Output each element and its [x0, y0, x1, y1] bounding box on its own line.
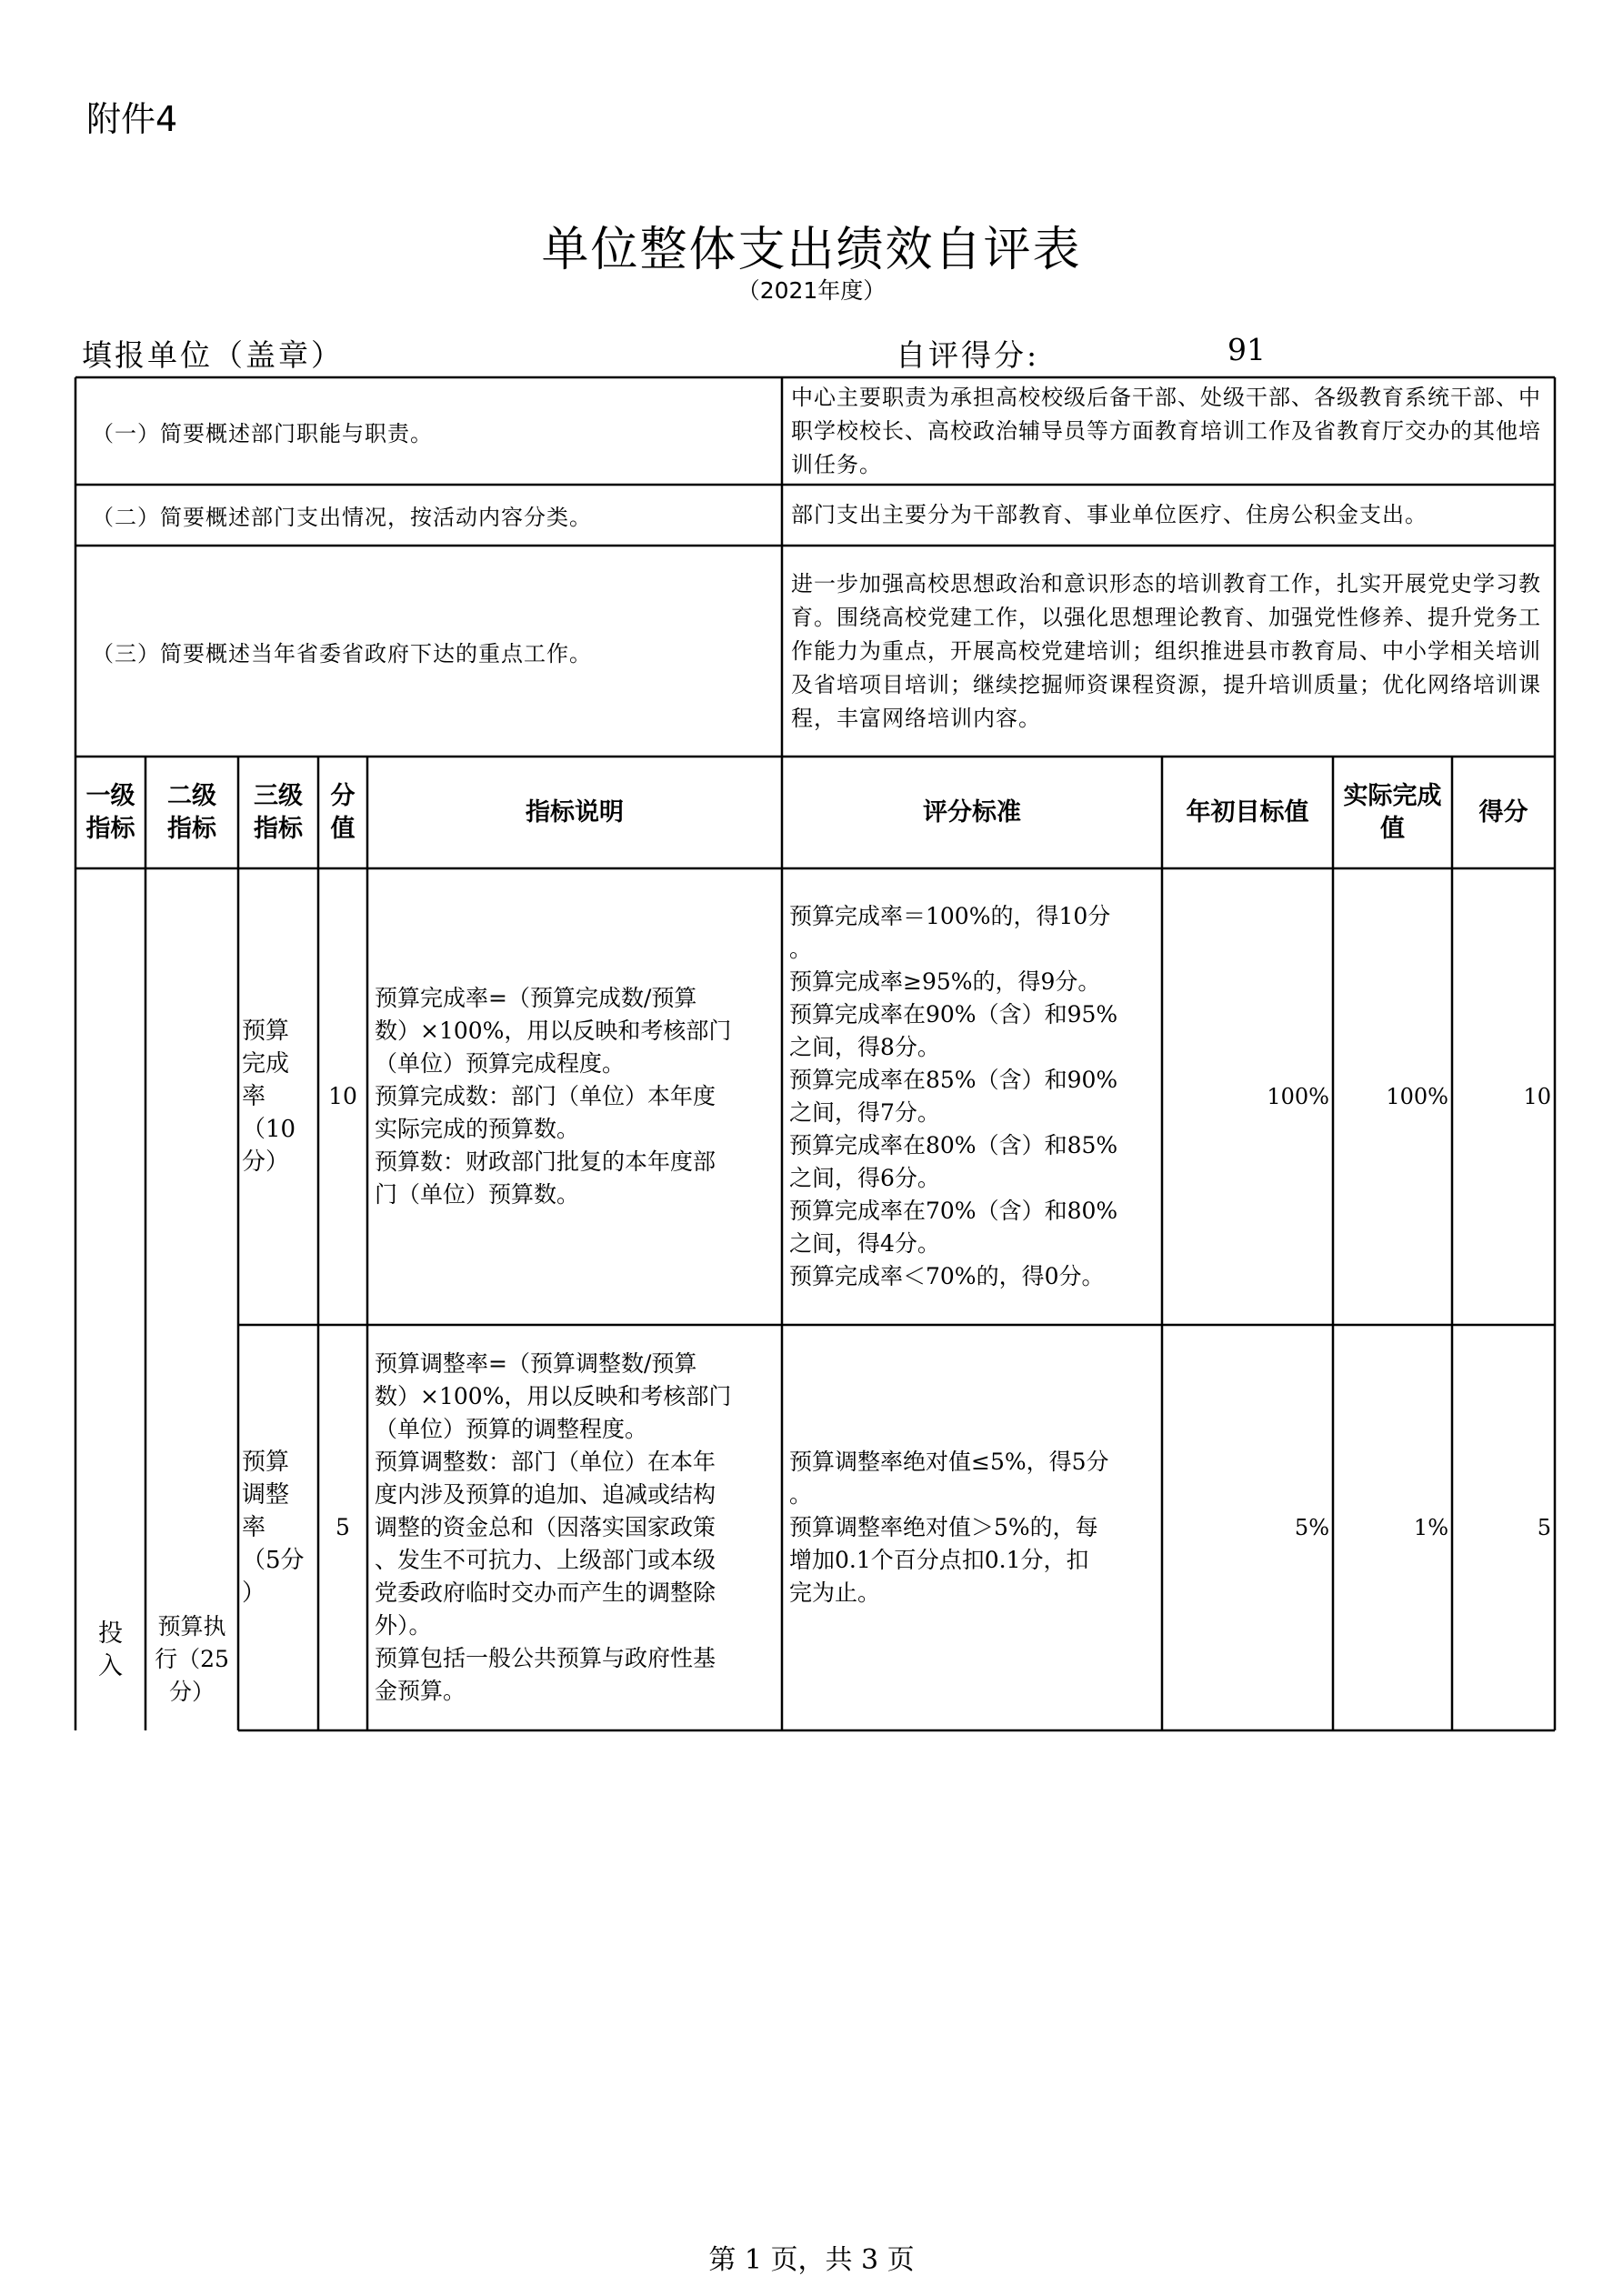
row1-criteria: 预算完成率＝100%的，得10分 。 预算完成率≥95%的，得9分。 预算完成率在90%（含）和95% 之间，得8分。 预算完成率在85%（含）和90% 之间，得7分。 预算完成率在80%（含）和85% 之间，得6分。 预算完成率在70%（含）和80% 之间，得4分。 预算完成率＜70%的，得0分。 — [789, 903, 1118, 1289]
attachment-label: 附件4 — [86, 99, 178, 139]
level1-input: 投 入 — [98, 1619, 123, 1680]
row2-score: 5 — [1537, 1515, 1551, 1540]
header-points: 分 值 — [330, 781, 356, 843]
fill-unit-label: 填报单位（盖章） — [82, 337, 344, 373]
summary-question-3: （三）简要概述当年省委省政府下达的重点工作。 — [92, 640, 592, 667]
report-year: （2021年度） — [736, 277, 887, 304]
row1-actual: 100% — [1386, 1084, 1448, 1109]
row2-target: 5% — [1294, 1515, 1329, 1540]
self-score-value: 91 — [1227, 332, 1266, 367]
row1-description: 预算完成率=（预算完成数/预算 数）×100%，用以反映和考核部门 （单位）预算完成程度。 预算完成数：部门（单位）本年度 实际完成的预算数。 预算数：财政部门批复的本年度部 门（单位）预算数。 — [375, 985, 732, 1208]
row1-level3: 预算 完成 率 （10 分） — [242, 1018, 296, 1176]
row2-actual: 1% — [1413, 1515, 1448, 1540]
page-title: 单位整体支出绩效自评表 — [541, 223, 1082, 277]
summary-question-1: （一）简要概述部门职能与职责。 — [92, 420, 433, 446]
header-level3: 三级 指标 — [254, 781, 303, 843]
row1-target: 100% — [1267, 1084, 1329, 1109]
page-footer: 第 1 页，共 3 页 — [708, 2244, 915, 2276]
header-target: 年初目标值 — [1186, 797, 1309, 827]
summary-answer-2: 部门支出主要分为干部教育、事业单位医疗、住房公积金支出。 — [791, 502, 1428, 527]
row2-points: 5 — [336, 1514, 350, 1540]
level2-budget-execution: 预算执 行（25 分） — [155, 1613, 229, 1705]
header-score: 得分 — [1478, 797, 1528, 827]
summary-answer-3: 进一步加强高校思想政治和意识形态的培训教育工作，扎实开展党史学习教育。围绕高校党建工作，以强化思想理论教育、加强党性修养、提升党务工作能力为重点，开展高校党建培训；组织推进县市教育局、中小学相关培训及省培项目培训；继续挖掘师资课程资源，提升培训质量；优化网络培训课程，丰富网络培训内容。 — [791, 570, 1541, 731]
header-level2: 二级 指标 — [167, 781, 216, 843]
self-score-label: 自评得分: — [896, 337, 1040, 373]
row2-criteria: 预算调整率绝对值≤5%，得5分 。 预算调整率绝对值＞5%的，每 增加0.1个百分点扣0.1分，扣 完为止。 — [789, 1449, 1109, 1606]
row1-score: 10 — [1523, 1084, 1551, 1109]
header-description: 指标说明 — [526, 797, 624, 827]
row2-level3: 预算 调整 率 （5分 ） — [242, 1449, 305, 1607]
row1-points: 10 — [328, 1083, 357, 1109]
row2-description: 预算调整率=（预算调整数/预算 数）×100%，用以反映和考核部门 （单位）预算的调整程度。 预算调整数：部门（单位）在本年 度内涉及预算的追加、追减或结构 调整的资金总和（因落实国家政策 、发生不可抗力、上级部门或本级 党委政府临时交办而产生的调整除 外）。 预算包括一般公共预算与政府性基 金预算。 — [375, 1350, 732, 1704]
summary-answer-1: 中心主要职责为承担高校校级后备干部、处级干部、各级教育系统干部、中职学校校长、高校政治辅导员等方面教育培训工作及省教育厅交办的其他培训任务。 — [791, 384, 1541, 477]
header-actual: 实际完成 值 — [1343, 781, 1442, 843]
header-criteria: 评分标准 — [923, 797, 1021, 827]
summary-question-2: （二）简要概述部门支出情况，按活动内容分类。 — [92, 505, 592, 530]
header-level1: 一级 指标 — [85, 781, 135, 843]
